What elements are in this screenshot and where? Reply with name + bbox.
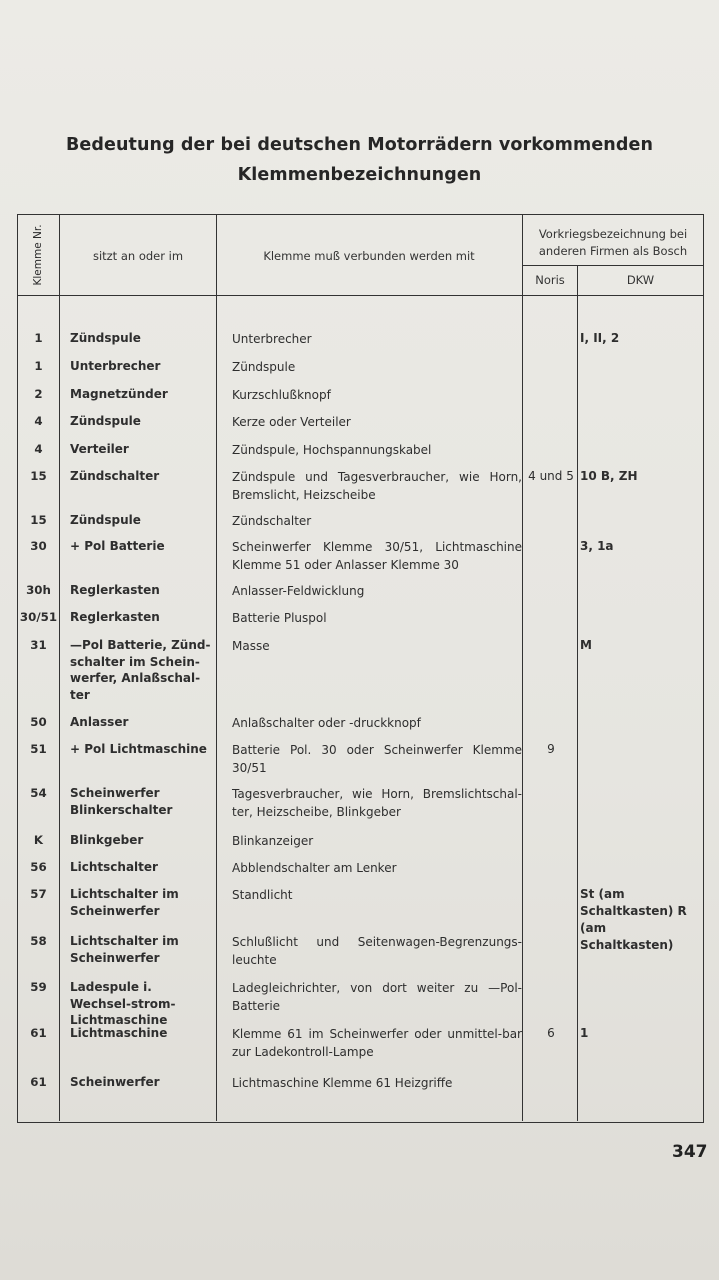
row-verbunden: Kurzschlußknopf bbox=[232, 388, 331, 402]
row-sitzt: Verteiler bbox=[70, 442, 129, 456]
row-sitzt: Magnetzünder bbox=[70, 387, 168, 401]
row-dkw: I, II, 2 bbox=[580, 331, 620, 345]
row-sitzt: Scheinwerfer bbox=[70, 1075, 160, 1089]
row-verbunden: Klemme 61 im Scheinwerfer oder unmittel-bar zur Ladekontroll-Lampe bbox=[232, 1027, 522, 1059]
row-klemme-nr: 2 bbox=[34, 387, 43, 401]
col-divider bbox=[216, 215, 217, 1121]
row-klemme-nr: 15 bbox=[30, 513, 47, 527]
row-noris: 9 bbox=[547, 742, 555, 756]
row-sitzt: Zündspule bbox=[70, 513, 141, 527]
row-klemme-nr: 58 bbox=[30, 934, 47, 948]
row-sitzt: Lichtschalter im Scheinwerfer bbox=[70, 934, 179, 965]
row-klemme-nr: 30/51 bbox=[19, 610, 58, 624]
row-klemme-nr: 50 bbox=[30, 715, 47, 729]
row-dkw: M bbox=[580, 638, 592, 652]
row-dkw: 1 bbox=[580, 1026, 589, 1040]
row-klemme-nr: 54 bbox=[30, 786, 47, 800]
header-verbunden: Klemme muß verbunden werden mit bbox=[263, 249, 475, 263]
row-verbunden: Kerze oder Verteiler bbox=[232, 415, 351, 429]
row-verbunden: Zündspule bbox=[232, 360, 296, 374]
row-sitzt: Reglerkasten bbox=[70, 610, 160, 624]
col-divider bbox=[522, 215, 523, 1121]
row-klemme-nr: 61 bbox=[30, 1075, 47, 1089]
row-sitzt: Anlasser bbox=[70, 715, 129, 729]
col-divider bbox=[577, 265, 578, 1121]
row-klemme-nr: 31 bbox=[30, 638, 47, 652]
page-title-line-2: Klemmenbezeichnungen bbox=[237, 165, 482, 185]
row-klemme-nr: 1 bbox=[34, 359, 43, 373]
row-klemme-nr: 61 bbox=[30, 1026, 47, 1040]
row-klemme-nr: 4 bbox=[34, 442, 43, 456]
row-verbunden: Blinkanzeiger bbox=[232, 834, 314, 848]
row-sitzt: Lichtschalter bbox=[70, 860, 158, 874]
row-klemme-nr: 56 bbox=[30, 860, 47, 874]
header-noris: Noris bbox=[535, 273, 565, 287]
header-klemme-nr: Klemme Nr. bbox=[32, 224, 44, 286]
row-klemme-nr: 51 bbox=[30, 742, 47, 756]
row-klemme-nr: 1 bbox=[34, 331, 43, 345]
header-sitzt: sitzt an oder im bbox=[92, 249, 184, 263]
col-divider bbox=[59, 215, 60, 1121]
row-klemme-nr: K bbox=[33, 833, 44, 847]
row-verbunden: Anlasser-Feldwicklung bbox=[232, 584, 365, 598]
row-verbunden: Zündspule und Tagesverbraucher, wie Horn, Bremslicht, Heizscheibe bbox=[232, 470, 522, 502]
row-sitzt: Ladespule i. Wechsel-strom-Lichtmaschine bbox=[70, 980, 176, 1027]
row-verbunden: Zündschalter bbox=[232, 514, 312, 528]
row-verbunden: Zündspule, Hochspannungskabel bbox=[232, 443, 432, 457]
header-dkw: DKW bbox=[626, 273, 655, 287]
row-sitzt: Unterbrecher bbox=[70, 359, 161, 373]
row-noris: 4 und 5 bbox=[528, 469, 574, 483]
row-verbunden: Ladegleichrichter, von dort weiter zu —Pol-Batterie bbox=[232, 981, 522, 1013]
row-verbunden: Batterie Pol. 30 oder Scheinwerfer Klemme 30/51 bbox=[232, 743, 522, 775]
row-sitzt: Zündspule bbox=[70, 414, 141, 428]
row-klemme-nr: 30h bbox=[26, 583, 51, 597]
row-verbunden: Scheinwerfer Klemme 30/51, Lichtmaschine Klemme 51 oder Anlasser Klemme 30 bbox=[232, 540, 522, 572]
row-sitzt: Blinkgeber bbox=[70, 833, 144, 847]
row-verbunden: Tagesverbraucher, wie Horn, Bremslichtschal-ter, Heizscheibe, Blinkgeber bbox=[232, 787, 522, 819]
header-vorkriegs-2: anderen Firmen als Bosch bbox=[538, 244, 688, 258]
row-verbunden: Standlicht bbox=[232, 888, 293, 902]
row-sitzt: Scheinwerfer Blinkerschalter bbox=[70, 786, 173, 817]
row-verbunden: Abblendschalter am Lenker bbox=[232, 861, 397, 875]
row-verbunden: Unterbrecher bbox=[232, 332, 312, 346]
row-sitzt: + Pol Lichtmaschine bbox=[70, 742, 207, 756]
header-divider bbox=[522, 265, 703, 266]
row-dkw: 3, 1a bbox=[580, 539, 614, 553]
row-sitzt: Reglerkasten bbox=[70, 583, 160, 597]
row-noris: 6 bbox=[547, 1026, 555, 1040]
row-klemme-nr: 59 bbox=[30, 980, 47, 994]
row-sitzt: Lichtschalter im Scheinwerfer bbox=[70, 887, 179, 918]
row-verbunden: Masse bbox=[232, 639, 270, 653]
row-sitzt: —Pol Batterie, Zünd-schalter im Schein-werfer, Anlaßschal-ter bbox=[70, 638, 211, 702]
row-dkw: St (am Schaltkasten) R (am Schaltkasten) bbox=[580, 887, 687, 952]
row-klemme-nr: 15 bbox=[30, 469, 47, 483]
row-verbunden: Batterie Pluspol bbox=[232, 611, 327, 625]
row-sitzt: Zündschalter bbox=[70, 469, 160, 483]
row-klemme-nr: 30 bbox=[30, 539, 47, 553]
row-dkw: 10 B, ZH bbox=[580, 469, 638, 483]
row-verbunden: Schlußlicht und Seitenwagen-Begrenzungs-leuchte bbox=[232, 935, 522, 967]
row-verbunden: Lichtmaschine Klemme 61 Heizgriffe bbox=[232, 1076, 453, 1090]
row-klemme-nr: 57 bbox=[30, 887, 47, 901]
header-vorkriegs-1: Vorkriegsbezeichnung bei bbox=[538, 227, 688, 241]
page-title-line-1: Bedeutung der bei deutschen Motorrädern vorkommenden bbox=[65, 135, 654, 155]
header-bottom-line bbox=[18, 295, 703, 296]
row-verbunden: Anlaßschalter oder -druckknopf bbox=[232, 716, 421, 730]
row-klemme-nr: 4 bbox=[34, 414, 43, 428]
row-sitzt: Lichtmaschine bbox=[70, 1026, 168, 1040]
row-sitzt: Zündspule bbox=[70, 331, 141, 345]
terminal-table bbox=[17, 214, 704, 1123]
row-sitzt: + Pol Batterie bbox=[70, 539, 165, 553]
page-number: 347 bbox=[672, 1142, 708, 1162]
